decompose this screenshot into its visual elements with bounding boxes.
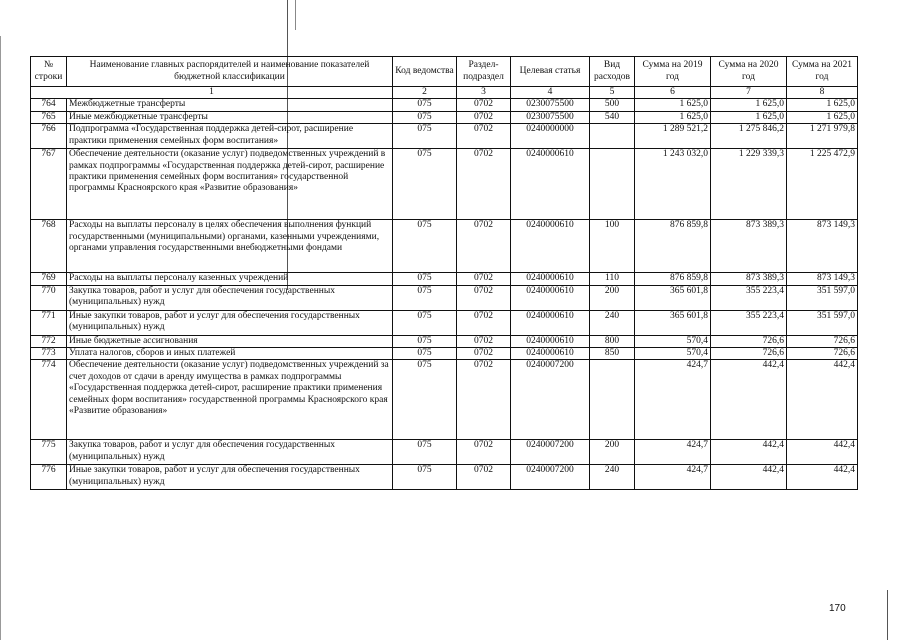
- row-sum-2020: 442,4: [711, 440, 787, 465]
- row-number: 776: [31, 465, 67, 490]
- table-row: [31, 335, 858, 347]
- column-number: 4: [511, 87, 590, 99]
- row-section: 0702: [457, 111, 511, 123]
- row-target-article: 0240000610: [511, 348, 590, 360]
- row-number: 772: [31, 335, 67, 347]
- table-row: [31, 99, 858, 111]
- row-target-article: 0240007200: [511, 440, 590, 465]
- header-sum-2020: Сумма на 2020 год: [711, 57, 787, 87]
- row-sum-2019: 1 289 521,2: [635, 124, 711, 149]
- row-expense-type: 200: [590, 285, 635, 310]
- row-name: Расходы на выплаты персоналу в целях обеспечения выполнения функций государственными (муниципальными) органами, казенными учреждениями, органами управления государственными внебюджетными фондами: [67, 220, 393, 273]
- row-name: Иные межбюджетные трансферты: [67, 111, 393, 123]
- row-sum-2021: 1 625,0: [787, 111, 858, 123]
- row-expense-type: [590, 124, 635, 149]
- row-expense-type: 540: [590, 111, 635, 123]
- row-department-code: 075: [393, 273, 457, 285]
- row-number: 767: [31, 149, 67, 220]
- row-sum-2019: 424,7: [635, 440, 711, 465]
- row-section: 0702: [457, 465, 511, 490]
- row-target-article: 0240000610: [511, 273, 590, 285]
- column-number: 7: [711, 87, 787, 99]
- row-sum-2021: 1 225 472,9: [787, 149, 858, 220]
- row-target-article: 0240000610: [511, 285, 590, 310]
- column-number: 2: [393, 87, 457, 99]
- row-number: 769: [31, 273, 67, 285]
- row-expense-type: 500: [590, 99, 635, 111]
- table-body: [31, 87, 858, 490]
- row-sum-2021: 442,4: [787, 465, 858, 490]
- row-number: 764: [31, 99, 67, 111]
- table-row: [31, 273, 858, 285]
- row-name: Расходы на выплаты персоналу казенных учреждений: [67, 273, 393, 285]
- row-target-article: 0240000610: [511, 310, 590, 335]
- row-target-article: 0240000610: [511, 335, 590, 347]
- header-sum-2021: Сумма на 2021 год: [787, 57, 858, 87]
- row-sum-2019: 876 859,8: [635, 220, 711, 273]
- row-section: 0702: [457, 99, 511, 111]
- row-name: Иные бюджетные ассигнования: [67, 335, 393, 347]
- row-number: 775: [31, 440, 67, 465]
- row-sum-2020: 873 389,3: [711, 220, 787, 273]
- row-target-article: 0240000610: [511, 220, 590, 273]
- table-row: [31, 111, 858, 123]
- row-department-code: 075: [393, 99, 457, 111]
- row-sum-2020: 726,6: [711, 335, 787, 347]
- row-sum-2019: 570,4: [635, 348, 711, 360]
- row-number: 766: [31, 124, 67, 149]
- row-number: 770: [31, 285, 67, 310]
- row-target-article: 0240007200: [511, 360, 590, 440]
- scan-artifact-line: [295, 0, 296, 30]
- row-target-article: 0240000610: [511, 149, 590, 220]
- row-sum-2021: 442,4: [787, 440, 858, 465]
- row-sum-2021: 726,6: [787, 348, 858, 360]
- row-sum-2020: 726,6: [711, 348, 787, 360]
- row-sum-2020: 1 625,0: [711, 99, 787, 111]
- row-sum-2021: 873 149,3: [787, 220, 858, 273]
- row-department-code: 075: [393, 335, 457, 347]
- header-name: Наименование главных распорядителей и наименование показателей бюджетной классификации: [67, 57, 393, 87]
- row-expense-type: [590, 149, 635, 220]
- table-row: [31, 348, 858, 360]
- table-row: [31, 220, 858, 273]
- row-number: 771: [31, 310, 67, 335]
- table-row: [31, 285, 858, 310]
- row-department-code: 075: [393, 124, 457, 149]
- row-section: 0702: [457, 124, 511, 149]
- row-name: Межбюджетные трансферты: [67, 99, 393, 111]
- row-section: 0702: [457, 273, 511, 285]
- row-sum-2019: 365 601,8: [635, 285, 711, 310]
- row-department-code: 075: [393, 465, 457, 490]
- table-row: [31, 440, 858, 465]
- header-department-code: Код ведомства: [393, 57, 457, 87]
- row-section: 0702: [457, 285, 511, 310]
- row-section: 0702: [457, 440, 511, 465]
- row-sum-2020: 442,4: [711, 465, 787, 490]
- row-sum-2019: 570,4: [635, 335, 711, 347]
- row-sum-2019: 876 859,8: [635, 273, 711, 285]
- row-section: 0702: [457, 149, 511, 220]
- row-sum-2021: 351 597,0: [787, 285, 858, 310]
- budget-table: [30, 56, 858, 490]
- header-expense-type: Вид расходов: [590, 57, 635, 87]
- page-number: 170: [829, 603, 846, 614]
- row-sum-2021: 1 271 979,8: [787, 124, 858, 149]
- row-name: Закупка товаров, работ и услуг для обеспечения государственных (муниципальных) нужд: [67, 440, 393, 465]
- row-name: Иные закупки товаров, работ и услуг для обеспечения государственных (муниципальных) нужд: [67, 465, 393, 490]
- row-department-code: 075: [393, 360, 457, 440]
- row-number: 768: [31, 220, 67, 273]
- table-row: [31, 149, 858, 220]
- row-section: 0702: [457, 310, 511, 335]
- row-sum-2019: 365 601,8: [635, 310, 711, 335]
- row-expense-type: 240: [590, 465, 635, 490]
- row-sum-2021: 873 149,3: [787, 273, 858, 285]
- row-name: Подпрограмма «Государственная поддержка детей-сирот, расширение практики применения семейных форм воспитания»: [67, 124, 393, 149]
- row-sum-2021: 442,4: [787, 360, 858, 440]
- row-name: Закупка товаров, работ и услуг для обеспечения государственных (муниципальных) нужд: [67, 285, 393, 310]
- row-target-article: 0230075500: [511, 111, 590, 123]
- table-row: [31, 124, 858, 149]
- row-number: 765: [31, 111, 67, 123]
- column-number-row: [31, 87, 858, 99]
- row-sum-2020: 873 389,3: [711, 273, 787, 285]
- row-expense-type: 240: [590, 310, 635, 335]
- row-expense-type: 800: [590, 335, 635, 347]
- row-section: 0702: [457, 335, 511, 347]
- header-section: Раздел-подраздел: [457, 57, 511, 87]
- header-row-number: № строки: [31, 57, 67, 87]
- row-expense-type: 110: [590, 273, 635, 285]
- table-row: [31, 360, 858, 440]
- row-number: 773: [31, 348, 67, 360]
- row-section: 0702: [457, 348, 511, 360]
- row-sum-2019: 1 625,0: [635, 111, 711, 123]
- row-sum-2020: 355 223,4: [711, 285, 787, 310]
- scan-artifact-line: [0, 36, 1, 640]
- row-sum-2021: 351 597,0: [787, 310, 858, 335]
- row-department-code: 075: [393, 111, 457, 123]
- row-target-article: 0230075500: [511, 99, 590, 111]
- header-sum-2019: Сумма на 2019 год: [635, 57, 711, 87]
- row-department-code: 075: [393, 310, 457, 335]
- column-number: 6: [635, 87, 711, 99]
- row-sum-2021: 726,6: [787, 335, 858, 347]
- row-name: Уплата налогов, сборов и иных платежей: [67, 348, 393, 360]
- row-sum-2020: 1 625,0: [711, 111, 787, 123]
- row-sum-2020: 1 275 846,2: [711, 124, 787, 149]
- table-row: [31, 465, 858, 490]
- row-number: 774: [31, 360, 67, 440]
- row-sum-2019: 424,7: [635, 360, 711, 440]
- row-section: 0702: [457, 220, 511, 273]
- column-number: 3: [457, 87, 511, 99]
- row-name: Обеспечение деятельности (оказание услуг) подведомственных учреждений за счет доходов от сдачи в аренду имущества в рамках подпрограммы «Государственная поддержка детей-сирот, расширение практики применения семейных форм воспитания» государственной программы Красноярского края «Развитие образования»: [67, 360, 393, 440]
- row-sum-2020: 1 229 339,3: [711, 149, 787, 220]
- row-expense-type: 200: [590, 440, 635, 465]
- row-target-article: 0240000000: [511, 124, 590, 149]
- row-sum-2021: 1 625,0: [787, 99, 858, 111]
- row-department-code: 075: [393, 285, 457, 310]
- row-sum-2019: 424,7: [635, 465, 711, 490]
- row-department-code: 075: [393, 149, 457, 220]
- row-section: 0702: [457, 360, 511, 440]
- scan-artifact-line: [887, 590, 888, 640]
- row-sum-2020: 355 223,4: [711, 310, 787, 335]
- header-target-article: Целевая статья: [511, 57, 590, 87]
- row-sum-2019: 1 625,0: [635, 99, 711, 111]
- row-expense-type: 850: [590, 348, 635, 360]
- row-target-article: 0240007200: [511, 465, 590, 490]
- column-number: 8: [787, 87, 858, 99]
- column-number: 5: [590, 87, 635, 99]
- row-expense-type: [590, 360, 635, 440]
- table-row: [31, 310, 858, 335]
- row-department-code: 075: [393, 348, 457, 360]
- row-name: Обеспечение деятельности (оказание услуг) подведомственных учреждений в рамках подпрограммы «Государственная поддержка детей-сирот, расширение практики применения семейных форм воспитания» государственной программы Красноярского края «Развитие образования»: [67, 149, 393, 220]
- row-department-code: 075: [393, 220, 457, 273]
- column-number: 1: [31, 87, 393, 99]
- row-name: Иные закупки товаров, работ и услуг для обеспечения государственных (муниципальных) нужд: [67, 310, 393, 335]
- row-expense-type: 100: [590, 220, 635, 273]
- row-sum-2019: 1 243 032,0: [635, 149, 711, 220]
- row-department-code: 075: [393, 440, 457, 465]
- row-sum-2020: 442,4: [711, 360, 787, 440]
